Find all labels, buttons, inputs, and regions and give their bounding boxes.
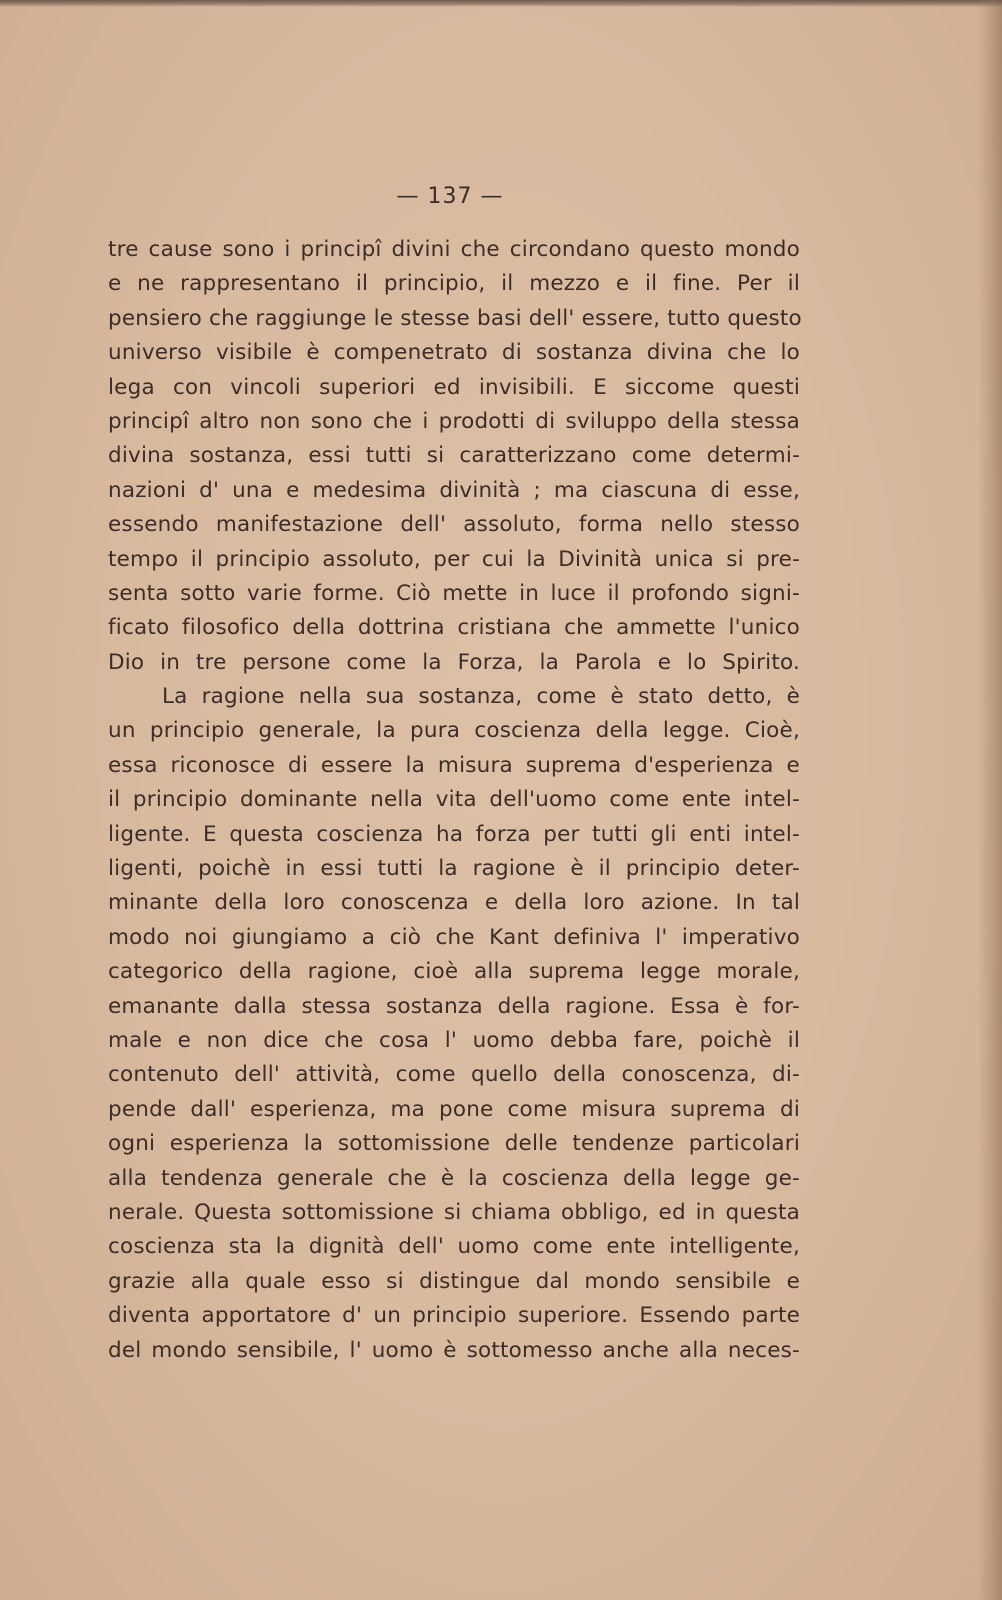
text-line: nerale. Questa sottomissione si chiama obbligo, ed in questa [108,1199,800,1225]
text-line: principî altro non sono che i prodotti di sviluppo della stessa [108,408,800,434]
text-line: modo noi giungiamo a ciò che Kant definiva l' imperativo [108,924,800,950]
text-line: nazioni d' una e medesima divinità ; ma ciascuna di esse, [108,477,800,503]
text-line: un principio generale, la pura coscienza della legge. Cioè, [108,718,800,744]
page-top-edge [0,0,1002,7]
text-line: del mondo sensibile, l' uomo è sottomesso anche alla neces- [108,1337,800,1363]
text-line: ficato filosofico della dottrina cristiana che ammette l'unico [108,615,800,641]
text-line: ligenti, poichè in essi tutti la ragione è il principio deter- [108,856,800,882]
text-line: universo visibile è compenetrato di sostanza divina che lo [108,340,800,366]
page-right-edge [978,0,1002,1600]
text-line: e ne rappresentano il principio, il mezzo e il fine. Per il [108,271,800,297]
text-line: tre cause sono i principî divini che circondano questo mondo [108,237,800,262]
text-line: ogni esperienza la sottomissione delle tendenze particolari [108,1131,800,1157]
text-line: coscienza sta la dignità dell' uomo come ente intelligente, [108,1234,800,1260]
text-line: essa riconosce di essere la misura suprema d'esperienza e [108,752,800,778]
text-line: La ragione nella sua sostanza, come è stato detto, è [162,684,800,710]
text-line: il principio dominante nella vita dell'uomo come ente intel- [108,787,800,813]
text-line: senta sotto varie forme. Ciò mette in luce il profondo signi- [108,580,800,606]
text-line: tempo il principio assoluto, per cui la Divinità unica si pre- [108,546,800,572]
text-line: contenuto dell' attività, come quello della conoscenza, di- [108,1062,800,1088]
text-line: pende dall' esperienza, ma pone come misura suprema di [108,1096,800,1122]
text-line: Dio in tre persone come la Forza, la Parola e lo Spirito. [108,649,800,675]
text-line: pensiero che raggiunge le stesse basi dell' essere, tutto questo [108,305,802,331]
text-line: divina sostanza, essi tutti si caratterizzano come determi- [108,443,800,469]
text-line: lega con vincoli superiori ed invisibili. E siccome questi [108,374,800,400]
page-number: — 137 — [396,184,504,209]
text-line: essendo manifestazione dell' assoluto, forma nello stesso [108,512,800,538]
body-text [108,233,800,1368]
text-line: categorico della ragione, cioè alla suprema legge morale, [108,959,800,985]
text-line: diventa apportatore d' un principio superiore. Essendo parte [108,1303,800,1329]
text-line: minante della loro conoscenza e della loro azione. In tal [108,890,800,916]
text-line: emanante dalla stessa sostanza della ragione. Essa è for- [108,993,800,1019]
text-line: ligente. E questa coscienza ha forza per tutti gli enti intel- [108,821,800,847]
text-line: alla tendenza generale che è la coscienza della legge ge- [108,1165,800,1191]
text-line: male e non dice che cosa l' uomo debba fare, poichè il [108,1027,800,1053]
text-line: grazie alla quale esso si distingue dal mondo sensibile e [108,1268,800,1294]
